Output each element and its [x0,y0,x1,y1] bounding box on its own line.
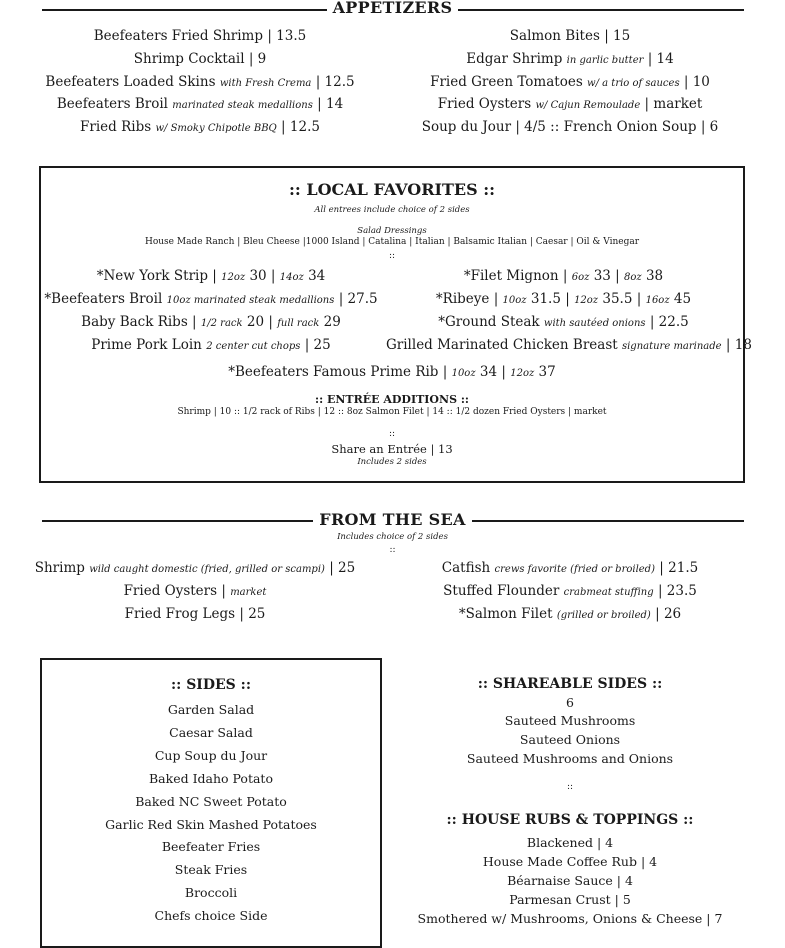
item-price: | 26 [655,606,682,622]
right-sides-panel [400,676,740,936]
side-item: Baked NC Sweet Potato [135,793,287,809]
side-item: Steak Fries [174,862,248,878]
side-item: Caesar Salad [169,724,253,740]
menu-item [30,606,360,622]
item-name: Fried Oysters | [123,583,226,599]
item-note: 1/2 rack [200,318,243,329]
menu-item [20,96,380,112]
menu-item [20,51,380,67]
item-note: (grilled or broiled) [556,610,651,621]
section-title: :: LOCAL FAVORITES :: [288,180,496,199]
section-subtitle: All entrees include choice of 2 sides [314,205,470,215]
item-price: 29 [323,314,341,330]
menu-item [395,96,745,112]
sea-header [0,510,785,532]
item-note: 16oz [645,295,670,306]
item-note: 6oz [571,272,590,283]
item-name: Edgar Shrimp [466,51,563,67]
side-item: Cup Soup du Jour [154,747,268,763]
menu-item [395,606,745,622]
item-name: Soup du Jour | 4/5 :: French Onion Soup | 6 [421,119,719,135]
item-price: | 14 [647,51,674,67]
item-name: Fried Green Tomatoes [430,74,583,90]
rub-item: Béarnaise Sauce | 4 [507,873,633,888]
separator: :: [388,251,396,261]
menu-item [20,119,380,135]
item-note: wild caught domestic (fried, grilled or scampi) [89,564,325,575]
item-price: | 18 [725,337,752,353]
section-title: FROM THE SEA [0,510,785,529]
item-price: 35.5 | [602,291,642,307]
item-note: with Fresh Crema [219,78,312,89]
item-note: full rack [277,318,320,329]
item-name: Salmon Bites [509,28,600,44]
side-item: Beefeater Fries [161,839,261,855]
menu-item [36,268,386,284]
menu-item [36,314,386,330]
item-price: | 9 [248,51,267,67]
item-price: 30 | [249,268,276,284]
item-price: 33 | [593,268,620,284]
item-name: Fried Oysters [437,96,532,112]
side-item: Garlic Red Skin Mashed Potatoes [105,816,317,832]
local-favorites-box [39,166,752,483]
side-item: Chefs choice Side [154,908,268,924]
item-price: | 25 [304,337,331,353]
item-name: *New York Strip | [96,268,217,284]
item-name: Shrimp [34,560,85,576]
sea-subtitle: Includes choice of 2 sides [337,532,448,542]
item-name: Catfish [441,560,491,576]
item-name: Fried Ribs [80,119,152,135]
section-title: APPETIZERS [0,0,785,17]
menu-item [395,74,745,90]
menu-item [395,119,745,135]
item-note: w/ Cajun Remoulade [535,100,641,111]
side-item: Garden Salad [167,702,255,717]
rub-item: House Made Coffee Rub | 4 [482,854,658,869]
item-note: signature marinade [621,341,722,352]
menu-item [395,583,745,599]
menu-item [30,583,360,599]
item-note: 10oz [502,295,527,306]
item-name: *Filet Mignon | [463,268,568,284]
item-name: Grilled Marinated Chicken Breast [386,337,618,353]
item-name: *Ground Steak [438,314,540,330]
menu-item [386,291,741,307]
item-note: w/ Smoky Chipotle BBQ [155,123,277,134]
item-price: | 15 [604,28,631,44]
item-name: *Beefeaters Broil [44,291,163,307]
menu-item [386,337,752,353]
shareable-item: Sauteed Mushrooms [504,713,636,728]
item-price: | 12.5 [281,119,320,135]
menu-item [20,28,380,44]
item-note: market [230,587,267,598]
shareable-item: Sauteed Onions [519,732,621,747]
item-name: Fried Frog Legs [124,606,236,622]
dressings-label: Salad Dressings [357,226,427,236]
appetizers-header [0,0,785,20]
rub-item: Blackened | 4 [526,835,614,850]
item-note: marinated steak medallions [172,100,313,111]
menu-item [36,337,386,353]
item-note: crabmeat stuffing [563,587,654,598]
item-price: 38 [645,268,664,284]
menu-item [395,51,745,67]
item-note: 12oz [574,295,599,306]
item-note: with sautéed onions [543,318,646,329]
item-note: crews favorite (fried or broiled) [494,564,655,575]
rub-item: Parmesan Crust | 5 [509,892,631,907]
item-price: | 22.5 [649,314,689,330]
side-item: Broccoli [184,885,238,901]
menu-item [386,268,741,284]
item-note: 14oz [279,272,304,283]
share-entree: Share an Entrée | 13 [331,442,453,456]
menu-item [395,560,745,576]
section-title: :: HOUSE RUBS & TOPPINGS :: [446,812,694,828]
sides-box [40,658,382,948]
item-name: *Ribeye | [435,291,499,307]
item-price: | 10 [683,74,710,90]
shareable-item: Sauteed Mushrooms and Onions [466,751,674,766]
section-title: :: SHAREABLE SIDES :: [477,676,663,692]
item-name: Shrimp Cocktail [133,51,245,67]
item-price: | 23.5 [657,583,697,599]
menu-item [386,314,741,330]
separator: :: [566,782,574,792]
section-title: :: SIDES :: [170,677,251,693]
additions-list: Shrimp | 10 :: 1/2 rack of Ribs | 12 :: 8oz Salmon Filet | 14 :: 1/2 dozen Fried Oysters | market [177,407,607,417]
separator: :: [388,429,396,439]
item-price: 45 [673,291,692,307]
share-note: Includes 2 sides [357,457,427,467]
item-name: *Salmon Filet [458,606,553,622]
item-price: | 21.5 [659,560,699,576]
item-name: Beefeaters Loaded Skins [45,74,216,90]
item-note: 12oz [221,272,246,283]
item-note: in garlic butter [566,55,644,66]
item-price: 20 | [246,314,273,330]
additions-title: :: ENTRÉE ADDITIONS :: [315,393,469,406]
item-price: 31.5 | [530,291,570,307]
item-price: | 27.5 [338,291,378,307]
dressings-list: House Made Ranch | Bleu Cheese |1000 Island | Catalina | Italian | Balsamic Italian | Caesar | Oil & Vinegar [144,237,640,247]
item-note: 8oz [624,272,642,283]
item-price: | 25 [239,606,266,622]
menu-item [20,74,380,90]
item-name: Prime Pork Loin [91,337,202,353]
item-name: Beefeaters Broil [56,96,168,112]
side-item: Baked Idaho Potato [149,770,273,786]
menu-item [395,28,745,44]
item-price: 34 [308,268,326,284]
item-name: Beefeaters Fried Shrimp [93,28,264,44]
menu-item [36,291,386,307]
item-price: | 12.5 [315,74,355,90]
item-note: w/ a trio of sauces [587,78,680,89]
separator: :: [389,545,396,555]
item-price: | market [644,96,703,112]
item-name: Stuffed Flounder [443,583,560,599]
item-price: | 13.5 [267,28,307,44]
item-price: | 25 [329,560,356,576]
shareable-price: 6 [566,695,574,710]
item-note: 10oz marinated steak medallions [166,295,335,306]
rub-item: Smothered w/ Mushrooms, Onions & Cheese | 7 [417,911,723,926]
item-name: Baby Back Ribs | [81,314,197,330]
item-price: | 14 [317,96,344,112]
item-note: 2 center cut chops [206,341,301,352]
prime-rib-item: *Beefeaters Famous Prime Rib | 10oz 34 | 12oz 37 [228,364,556,380]
menu-item [30,560,360,576]
